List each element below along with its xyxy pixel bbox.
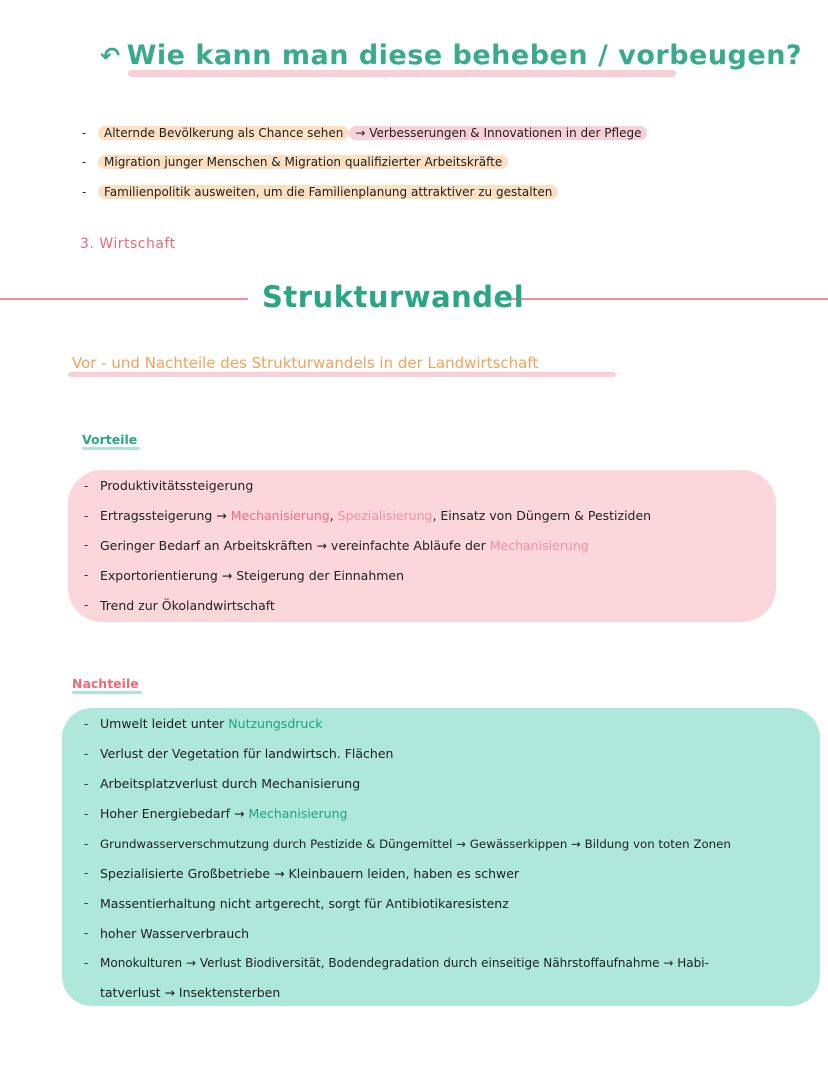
list-item-text: Grundwasserverschmutzung durch Pestizide & Düngemittel → Gewässerkippen → Bildung von toten Zonen (100, 836, 731, 851)
highlighted-text: Alternde Bevölkerung als Chance sehen (98, 126, 349, 140)
list-item (84, 590, 651, 620)
list-item-text: Geringer Bedarf an Arbeitskräften → vereinfachte Abläufe der (100, 537, 486, 553)
bullet-dash: - (84, 568, 89, 583)
list-item-text-end: , Einsatz von Düngern & Pestiziden (432, 508, 652, 524)
divider-left (0, 298, 248, 300)
list-item (84, 858, 731, 888)
list-item-text: Massentierhaltung nicht artgerecht, sorgt für Antibiotikaresistenz (100, 895, 509, 911)
title-underline (128, 70, 676, 77)
bullet-dash: - (84, 478, 89, 493)
list-item (84, 471, 651, 501)
list-item (84, 560, 651, 590)
bullet-dash: - (82, 125, 87, 140)
list-item-text: hoher Wasserverbrauch (100, 925, 250, 941)
measures-list (82, 118, 647, 207)
bullet-dash: - (84, 956, 89, 971)
nachteile-list (84, 709, 731, 1008)
list-item-continuation (84, 978, 731, 1008)
list-item-text: tatverlust → Insektensterben (100, 985, 281, 1001)
bullet-dash: - (84, 896, 89, 911)
list-item-text: Hoher Energiebedarf → (100, 806, 245, 822)
list-item (84, 501, 651, 531)
bullet-dash: - (84, 836, 89, 851)
nachteile-underline (72, 691, 142, 694)
list-item (84, 531, 651, 561)
list-item (84, 799, 731, 829)
bullet-dash: - (84, 716, 89, 731)
subheading-underline (68, 372, 616, 377)
bullet-dash: - (82, 155, 87, 170)
bullet-dash: - (82, 184, 87, 199)
bullet-dash: - (84, 866, 89, 881)
list-item-text: Produktivitätssteigerung (100, 478, 254, 494)
section-heading: Strukturwandel (262, 280, 525, 314)
bullet-dash: - (84, 806, 89, 821)
keyword-mechanisierung: Mechanisierung (489, 537, 589, 553)
list-item (84, 709, 731, 739)
list-item (84, 918, 731, 948)
list-item-text: Arbeitsplatzverlust durch Mechanisierung (100, 776, 361, 792)
divider-right (512, 298, 828, 300)
bullet-dash: - (84, 538, 89, 553)
keyword-mechanisierung: Mechanisierung (248, 806, 348, 822)
highlighted-text: Migration junger Menschen & Migration qualifizierter Arbeitskräfte (98, 155, 508, 169)
list-item-text: Umwelt leidet unter (100, 716, 225, 732)
bullet-dash: - (84, 746, 89, 761)
comma: , (329, 508, 334, 524)
vorteile-label: Vorteile (82, 432, 138, 447)
bullet-dash: - (84, 926, 89, 941)
list-item (82, 148, 647, 178)
list-item-text: Monokulturen → Verlust Biodiversität, Bodendegradation durch einseitige Nährstoffaufnahme → Habi- (100, 956, 709, 971)
bullet-dash: - (84, 598, 89, 613)
keyword-mechanisierung: Mechanisierung (230, 508, 330, 524)
highlighted-text: Familienpolitik ausweiten, um die Familienplanung attraktiver zu gestalten (98, 185, 558, 199)
keyword-nutzungsdruck: Nutzungsdruck (228, 716, 323, 732)
list-item-text: Trend zur Ökolandwirtschaft (100, 597, 275, 613)
list-item-text: Ertragssteigerung → (100, 508, 227, 524)
list-item (84, 829, 731, 859)
subheading: Vor - und Nachteile des Strukturwandels in der Landwirtschaft (72, 354, 539, 372)
list-item (82, 118, 647, 148)
list-item-text: Exportorientierung → Steigerung der Einnahmen (100, 567, 405, 583)
list-item (84, 948, 731, 978)
keyword-spezialisierung: Spezialisierung (337, 508, 433, 524)
page-title (100, 40, 802, 71)
list-item (84, 888, 731, 918)
bullet-dash: - (84, 776, 89, 791)
list-item-text: Verlust der Vegetation für landwirtsch. Flächen (100, 746, 394, 762)
list-item-text: → Verbesserungen & Innovationen in der Pflege (349, 126, 647, 140)
page-title-text: Wie kann man diese beheben / vorbeugen? (126, 40, 803, 71)
list-item-text: Spezialisierte Großbetriebe → Kleinbauern leiden, haben es schwer (100, 865, 520, 881)
bullet-dash: - (84, 508, 89, 523)
nachteile-label: Nachteile (72, 676, 139, 691)
vorteile-list (84, 471, 651, 620)
list-item (84, 739, 731, 769)
list-item (82, 177, 647, 207)
list-item (84, 769, 731, 799)
vorteile-underline (82, 447, 140, 450)
section-number-heading: 3. Wirtschaft (80, 236, 176, 252)
curved-arrow-icon: ↶ (100, 42, 121, 70)
